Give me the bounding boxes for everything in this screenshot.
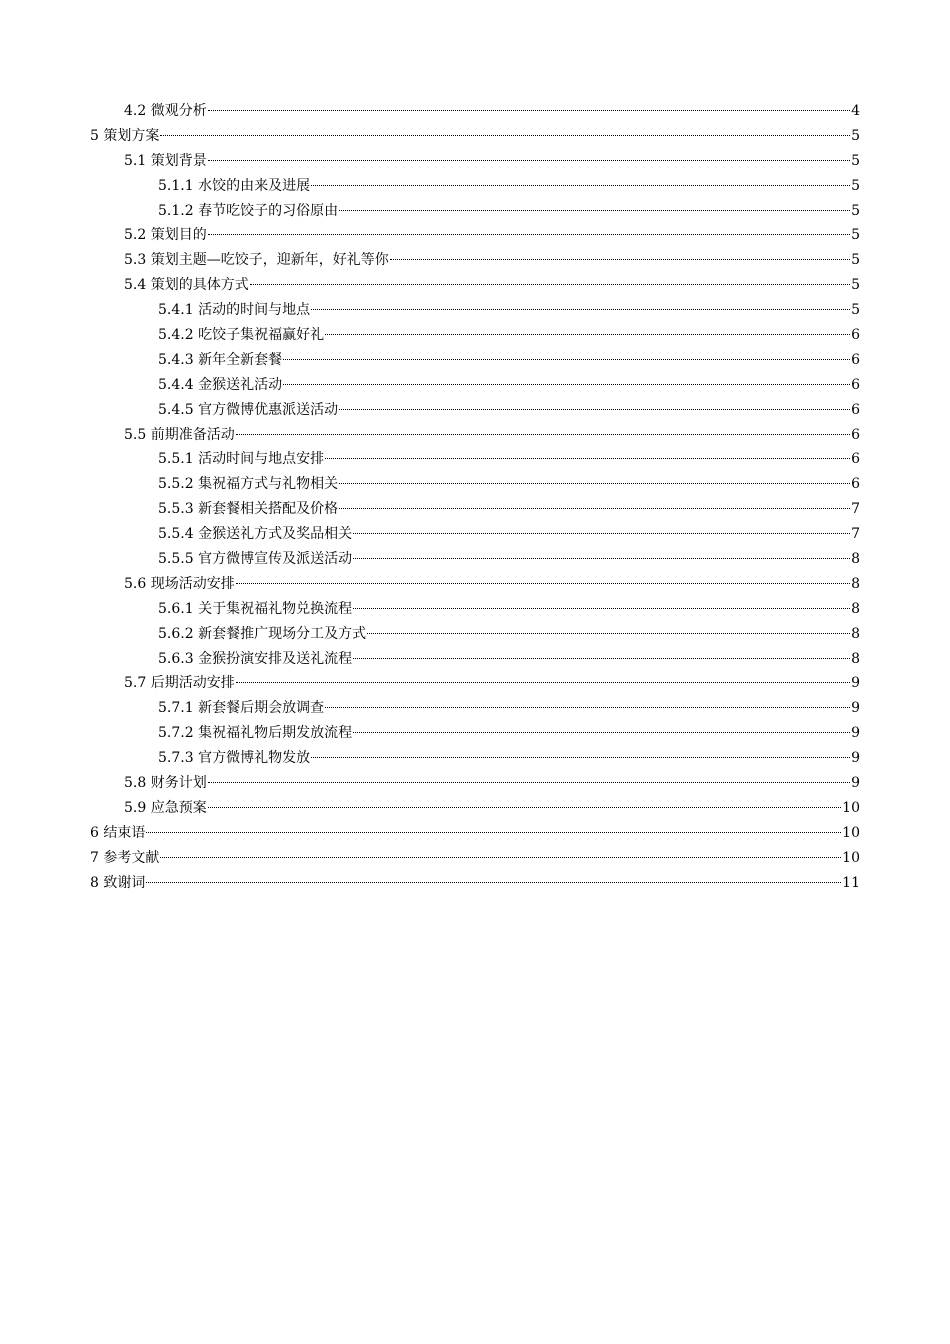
toc-entry-number: 5.6.3 [158,650,194,667]
toc-entry-5-7-1[interactable] [90,696,860,721]
toc-entry-title: 春节吃饺子的习俗原由 [198,202,339,219]
toc-entry-page: 5 [851,202,860,219]
table-of-contents [90,99,860,896]
toc-entry-page: 10 [842,849,860,866]
toc-entry-page: 8 [851,650,860,667]
toc-entry-title: 策划背景 [150,152,207,169]
toc-entry-5-7-2[interactable] [90,721,860,746]
toc-entry-title: 策划主题—吃饺子，迎新年，好礼等你 [150,252,389,269]
toc-entry-number: 5.1.1 [158,177,194,194]
toc-entry-number: 6 [90,824,99,841]
toc-entry-title: 活动时间与地点安排 [198,451,325,468]
toc-entry-title: 前期准备活动 [150,426,235,443]
toc-entry-title: 新套餐推广现场分工及方式 [198,625,367,642]
toc-entry-number: 5.7 [124,675,147,692]
toc-entry-7[interactable] [90,846,860,871]
toc-entry-title: 集祝福方式与礼物相关 [198,476,339,493]
toc-entry-title: 官方微博宣传及派送活动 [198,551,353,568]
toc-entry-page: 8 [851,551,860,568]
toc-entry-title: 微观分析 [150,103,207,119]
toc-entry-number: 5.1.2 [158,202,194,219]
toc-entry-page: 5 [851,227,860,244]
toc-entry-page: 9 [851,775,860,792]
toc-entry-number: 5.4 [124,277,147,294]
toc-entry-number: 5.5.5 [158,551,194,568]
toc-entry-5-7[interactable] [90,671,860,696]
toc-entry-5-6-1[interactable] [90,597,860,622]
toc-entry-page: 5 [851,177,860,194]
toc-dot-leader [208,110,850,111]
toc-entry-page: 11 [842,874,860,891]
toc-entry-4-2[interactable] [90,99,860,124]
toc-entry-number: 5.7.2 [158,725,194,742]
toc-entry-title: 吃饺子集祝福赢好礼 [198,327,325,344]
toc-entry-page: 6 [851,476,860,493]
toc-entry-number: 5 [90,127,99,144]
toc-entry-title: 新年全新套餐 [198,351,283,368]
toc-entry-page: 7 [851,501,860,518]
toc-entry-5-4-4[interactable] [90,373,860,398]
toc-entry-title: 新套餐相关搭配及价格 [198,501,339,518]
toc-entry-5-5[interactable] [90,423,860,448]
toc-dot-leader [160,857,841,858]
toc-entry-page: 4 [851,103,860,119]
toc-dot-leader [208,234,850,235]
toc-entry-title: 金猴扮演安排及送礼流程 [198,650,353,667]
toc-entry-title: 水饺的由来及进展 [198,177,311,194]
toc-entry-page: 6 [851,401,860,418]
toc-entry-page: 6 [851,376,860,393]
toc-dot-leader [353,558,850,559]
toc-entry-number: 5.4.4 [158,376,194,393]
toc-entry-5[interactable] [90,124,860,149]
toc-entry-number: 5.4.5 [158,401,194,418]
toc-dot-leader [236,434,850,435]
toc-entry-5-1[interactable] [90,149,860,174]
toc-entry-number: 7 [90,849,99,866]
toc-entry-page: 8 [851,600,860,617]
toc-entry-number: 5.6.2 [158,625,194,642]
toc-entry-title: 参考文献 [103,849,160,866]
toc-dot-leader [339,409,850,410]
toc-dot-leader [339,508,850,509]
toc-dot-leader [311,185,850,186]
toc-entry-5-4-5[interactable] [90,398,860,423]
toc-dot-leader [283,384,850,385]
toc-entry-page: 10 [842,799,860,816]
toc-entry-number: 5.7.1 [158,700,194,717]
toc-dot-leader [339,483,850,484]
toc-entry-5-4-2[interactable] [90,323,860,348]
toc-dot-leader [325,707,850,708]
toc-entry-title: 策划目的 [150,227,207,244]
toc-entry-5-6[interactable] [90,572,860,597]
toc-dot-leader [236,583,850,584]
toc-entry-number: 5.9 [124,799,147,816]
toc-dot-leader [160,135,850,136]
toc-entry-page: 6 [851,351,860,368]
toc-entry-title: 致谢词 [103,874,146,891]
toc-entry-title: 结束语 [103,824,146,841]
toc-entry-5-4-3[interactable] [90,348,860,373]
toc-dot-leader [283,359,850,360]
toc-entry-number: 5.5.3 [158,501,194,518]
toc-entry-number: 5.5.1 [158,451,194,468]
toc-entry-number: 5.6 [124,575,147,592]
toc-entry-number: 5.4.2 [158,327,194,344]
toc-entry-6[interactable] [90,821,860,846]
toc-dot-leader [208,160,850,161]
toc-entry-number: 5.7.3 [158,750,194,767]
toc-entry-title: 集祝福礼物后期发放流程 [198,725,353,742]
toc-entry-8[interactable] [90,871,860,896]
toc-entry-5-8[interactable] [90,771,860,796]
toc-entry-5-9[interactable] [90,796,860,821]
toc-dot-leader [325,458,850,459]
toc-entry-title: 策划的具体方式 [150,277,249,294]
toc-entry-title: 策划方案 [103,127,160,144]
toc-dot-leader [250,284,850,285]
toc-entry-title: 官方微博礼物发放 [198,750,311,767]
toc-entry-page: 6 [851,327,860,344]
toc-entry-title: 官方微博优惠派送活动 [198,401,339,418]
toc-entry-number: 5.3 [124,252,147,269]
toc-entry-5-7-3[interactable] [90,746,860,771]
toc-entry-number: 5.5 [124,426,147,443]
toc-dot-leader [208,807,841,808]
toc-dot-leader [353,608,850,609]
toc-dot-leader [208,782,850,783]
toc-entry-title: 现场活动安排 [150,575,235,592]
toc-dot-leader [367,633,850,634]
toc-entry-page: 5 [851,152,860,169]
toc-dot-leader [146,882,841,883]
toc-entry-title: 应急预案 [150,799,207,816]
toc-entry-page: 8 [851,575,860,592]
toc-entry-5-5-1[interactable] [90,447,860,472]
toc-dot-leader [146,832,841,833]
toc-entry-5-1-2[interactable] [90,199,860,224]
toc-entry-page: 5 [851,302,860,319]
toc-entry-title: 新套餐后期会放调查 [198,700,325,717]
toc-entry-page: 6 [851,451,860,468]
toc-dot-leader [325,334,850,335]
toc-entry-5-1-1[interactable] [90,174,860,199]
toc-entry-page: 9 [851,700,860,717]
toc-entry-5-6-2[interactable] [90,622,860,647]
toc-entry-page: 6 [851,426,860,443]
toc-entry-5-6-3[interactable] [90,647,860,672]
toc-entry-number: 8 [90,874,99,891]
toc-entry-title: 关于集祝福礼物兑换流程 [198,600,353,617]
toc-entry-page: 10 [842,824,860,841]
toc-entry-page: 9 [851,675,860,692]
toc-entry-title: 后期活动安排 [150,675,235,692]
toc-entry-number: 5.2 [124,227,147,244]
toc-entry-page: 5 [851,252,860,269]
toc-dot-leader [353,732,850,733]
toc-entry-page: 7 [851,526,860,543]
toc-entry-number: 5.5.4 [158,526,194,543]
toc-entry-5-5-3[interactable] [90,497,860,522]
toc-dot-leader [353,658,850,659]
toc-entry-page: 5 [851,127,860,144]
toc-dot-leader [353,533,850,534]
toc-entry-title: 金猴送礼活动 [198,376,283,393]
toc-entry-page: 9 [851,725,860,742]
toc-entry-page: 9 [851,750,860,767]
toc-entry-page: 5 [851,277,860,294]
toc-entry-5-4[interactable] [90,273,860,298]
toc-entry-number: 5.4.1 [158,302,194,319]
toc-entry-5-5-4[interactable] [90,522,860,547]
toc-entry-5-5-5[interactable] [90,547,860,572]
toc-entry-5-4-1[interactable] [90,298,860,323]
toc-entry-page: 8 [851,625,860,642]
toc-entry-number: 5.4.3 [158,351,194,368]
toc-dot-leader [236,682,850,683]
toc-entry-number: 5.5.2 [158,476,194,493]
toc-entry-number: 5.8 [124,775,147,792]
toc-entry-number: 5.1 [124,152,147,169]
toc-entry-5-5-2[interactable] [90,472,860,497]
toc-entry-title: 活动的时间与地点 [198,302,311,319]
toc-entry-number: 4.2 [124,103,147,119]
toc-dot-leader [311,757,850,758]
toc-entry-title: 金猴送礼方式及奖品相关 [198,526,353,543]
toc-dot-leader [311,309,850,310]
toc-entry-5-3[interactable] [90,248,860,273]
toc-entry-5-2[interactable] [90,223,860,248]
toc-dot-leader [390,259,850,260]
toc-dot-leader [339,210,850,211]
toc-entry-title: 财务计划 [150,775,207,792]
toc-entry-number: 5.6.1 [158,600,194,617]
